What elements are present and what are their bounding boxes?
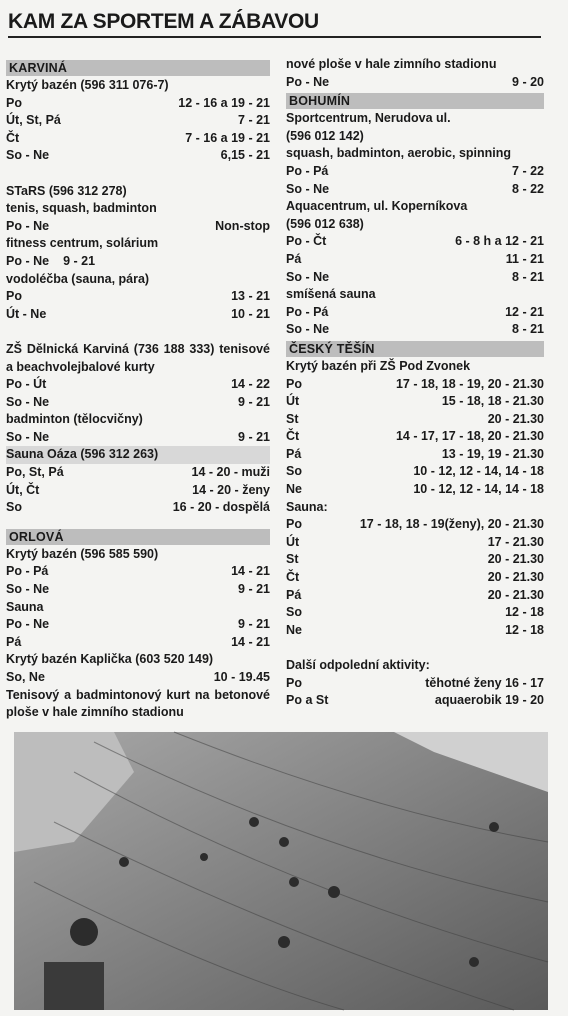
schedule-row: So - Ne 6,15 - 21 (6, 148, 270, 163)
schedule-row: Po 13 - 21 (6, 289, 270, 304)
schedule-row: Út 17 - 21.30 (286, 534, 544, 549)
venue-title: Sauna (6, 599, 44, 614)
schedule-row: So - Ne 8 - 21 (286, 269, 544, 284)
page-title: KAM ZA SPORTEM A ZÁBAVOU (8, 10, 319, 33)
schedule-row: Po - Pá 14 - 21 (6, 564, 270, 579)
schedule-row: Po - Ne 9 - 20 (286, 74, 544, 89)
schedule-row: Po těhotné ženy 16 - 17 (286, 675, 544, 690)
schedule-row: Čt 14 - 17, 17 - 18, 20 - 21.30 (286, 429, 544, 444)
schedule-row: Čt 20 - 21.30 (286, 570, 544, 585)
venue-title: Krytý bazén (596 311 076-7) (6, 78, 169, 92)
venue-title: ZŠ Dělnická Karviná (736 188 333) tenisové a beachvolejbalové kurty (6, 341, 270, 374)
section-cesky-tesin: ČESKÝ TĚŠÍN (286, 341, 544, 357)
schedule-row: Po 12 - 16 a 19 - 21 (6, 95, 270, 110)
swimming-pool-photo (14, 732, 548, 1010)
left-column (6, 58, 270, 720)
schedule-row: So 10 - 12, 12 - 14, 14 - 18 (286, 464, 544, 479)
section-karvina: KARVINÁ (6, 60, 270, 76)
section-bohumin: BOHUMÍN (286, 93, 544, 109)
schedule-row: Po - Ne Non-stop (6, 218, 270, 233)
schedule-row: Po - Ne 9 - 21 (6, 253, 96, 268)
schedule-row: Po 17 - 18, 18 - 19(ženy), 20 - 21.30 (286, 517, 544, 532)
schedule-row: So - Ne 8 - 22 (286, 181, 544, 196)
venue-title: Krytý bazén při ZŠ Pod Zvonek (286, 358, 471, 373)
venue-title: Další odpolední aktivity: (286, 658, 430, 672)
schedule-row: Po - Pá 12 - 21 (286, 304, 544, 319)
right-column (286, 56, 544, 710)
venue-title: Krytý bazén (596 585 590) (6, 546, 159, 561)
schedule-row: Ne 10 - 12, 12 - 14, 14 - 18 (286, 482, 544, 497)
pool-illustration (14, 732, 548, 1010)
venue-title: Sauna: (286, 499, 328, 514)
schedule-row: Pá 11 - 21 (286, 251, 544, 266)
schedule-row: St 20 - 21.30 (286, 411, 544, 426)
schedule-row: Po - Pá 7 - 22 (286, 163, 544, 178)
venue-title: STaRS (596 312 278) (6, 183, 127, 198)
schedule-row: Pá 14 - 21 (6, 634, 270, 649)
schedule-row: So 16 - 20 - dospělá (6, 500, 270, 515)
schedule-row: Čt 7 - 16 a 19 - 21 (6, 130, 270, 145)
venue-title: Sportcentrum, Nerudova ul. (286, 111, 451, 126)
schedule-row: So 12 - 18 (286, 605, 544, 620)
schedule-row: Út, St, Pá 7 - 21 (6, 113, 270, 128)
schedule-row: Po a St aquaerobik 19 - 20 (286, 693, 544, 708)
schedule-row: Po, St, Pá 14 - 20 - muži (6, 465, 270, 480)
schedule-row: Út - Ne 10 - 21 (6, 306, 270, 321)
schedule-row: Pá 13 - 19, 19 - 21.30 (286, 446, 544, 461)
schedule-row: Ne 12 - 18 (286, 622, 544, 637)
schedule-row: So - Ne 9 - 21 (6, 429, 270, 444)
schedule-row: Po 17 - 18, 18 - 19, 20 - 21.30 (286, 376, 544, 391)
venue-title-continued: nové ploše v hale zimního stadionu (286, 57, 497, 71)
schedule-row: Po - Čt 6 - 8 h a 12 - 21 (286, 234, 544, 249)
activity-label: vodoléčba (sauna, pára) (6, 271, 150, 286)
schedule-row: So, Ne 10 - 19.45 (6, 670, 270, 684)
schedule-row: So - Ne 9 - 21 (6, 582, 270, 597)
activity-label: fitness centrum, solárium (6, 236, 159, 251)
venue-phone: (596 012 142) (286, 128, 364, 143)
schedule-row: So - Ne 8 - 21 (286, 322, 544, 337)
venue-title: Krytý bazén Kaplička (603 520 149) (6, 652, 214, 667)
schedule-row: St 20 - 21.30 (286, 552, 544, 567)
schedule-row: So - Ne 9 - 21 (6, 394, 270, 409)
schedule-row: Út, Čt 14 - 20 - ženy (6, 482, 270, 497)
schedule-row: Po - Ne 9 - 21 (6, 617, 270, 632)
activity-label: badminton (tělocvičny) (6, 412, 143, 427)
venue-phone: (596 012 638) (286, 216, 364, 231)
page-header (8, 10, 541, 38)
activity-label: smíšená sauna (286, 287, 376, 302)
venue-title: Sauna Oáza (596 312 263) (6, 446, 270, 464)
activity-label: squash, badminton, aerobic, spinning (286, 146, 512, 161)
section-orlova: ORLOVÁ (6, 529, 270, 545)
schedule-row: Po - Út 14 - 22 (6, 377, 270, 392)
schedule-row: Pá 20 - 21.30 (286, 587, 544, 602)
activity-label: tenis, squash, badminton (6, 201, 157, 216)
venue-title: Tenisový a badmintonový kurt na betonové ploše v hale zimního stadionu (6, 687, 270, 720)
schedule-row: Út 15 - 18, 18 - 21.30 (286, 394, 544, 409)
venue-title: Aquacentrum, ul. Koperníkova (286, 199, 468, 214)
